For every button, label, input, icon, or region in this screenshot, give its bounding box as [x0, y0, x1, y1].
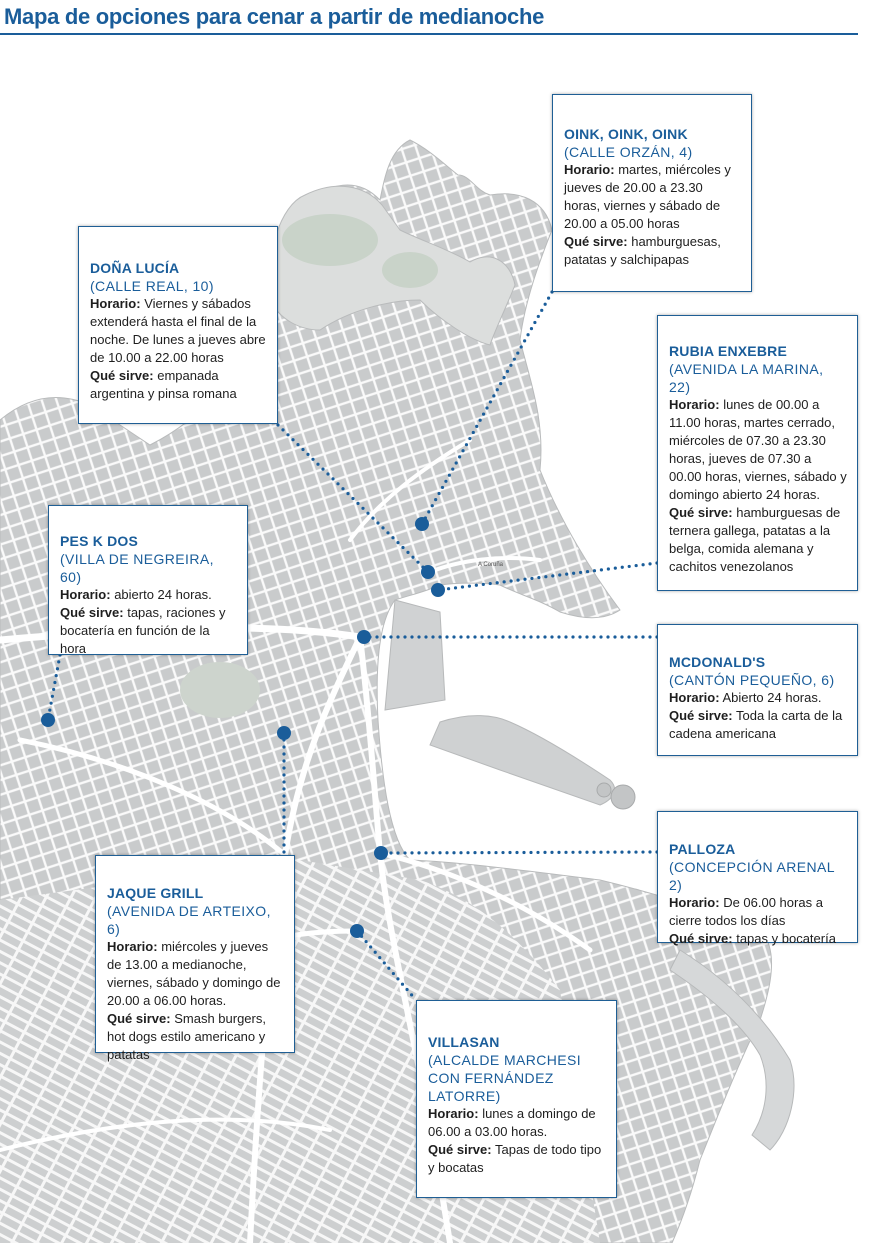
place-card-dona-lucia[interactable]: [78, 226, 278, 424]
place-card-pes-k-dos[interactable]: [48, 505, 248, 655]
pin-rubia-enxebre[interactable]: [431, 583, 445, 597]
place-card-jaque-grill[interactable]: [95, 855, 295, 1062]
hours-label: Horario:: [669, 895, 720, 910]
serves-text: tapas y bocatería: [736, 931, 836, 946]
place-card-mcdonalds[interactable]: [657, 624, 858, 756]
pin-palloza[interactable]: [374, 846, 388, 860]
map-label-harbor: A Coruña: [478, 562, 504, 568]
place-address: (CALLE REAL, 10): [90, 278, 214, 294]
place-hours: [60, 586, 237, 604]
place-name: DOÑA LUCÍA: [90, 260, 180, 276]
pin-mcdonalds[interactable]: [357, 630, 371, 644]
hours-label: Horario:: [669, 397, 720, 412]
hours-text: lunes a domingo de 06.00 a 03.00 horas.: [428, 1106, 596, 1139]
place-serves: [428, 1141, 606, 1177]
hours-label: Horario:: [60, 587, 111, 602]
place-hours: [107, 938, 284, 1010]
serves-text: hamburguesas de ternera gallega, patatas a la belga, comida alemana y cachitos venezolanos: [669, 505, 841, 574]
pin-pes-k-dos[interactable]: [41, 713, 55, 727]
serves-label: Qué sirve:: [60, 605, 124, 620]
place-address: (AVENIDA LA MARINA, 22): [669, 361, 824, 395]
hours-label: Horario:: [107, 939, 158, 954]
place-address: (CANTÓN PEQUEÑO, 6): [669, 672, 835, 688]
hours-text: Viernes y sábados extenderá hasta el final de la noche. De lunes a jueves abre de 10.00 a 22.00 horas: [90, 296, 266, 365]
park-green-area: [282, 214, 378, 266]
place-name: OINK, OINK, OINK: [564, 126, 688, 142]
hours-text: abierto 24 horas.: [114, 587, 212, 602]
serves-label: Qué sirve:: [669, 505, 733, 520]
serves-text: Smash burgers, hot dogs estilo americano y patatas: [107, 1011, 266, 1062]
harbor-quay: [385, 600, 445, 710]
serves-label: Qué sirve:: [564, 234, 628, 249]
hours-text: lunes de 00.00 a 11.00 horas, martes cerrado, miércoles de 07.30 a 23.30 horas, jueves de 07.30 a 00.00 horas, viernes, sábado y domingo abierto 24 horas.: [669, 397, 847, 502]
place-address: (CALLE ORZÁN, 4): [564, 144, 693, 160]
place-name: JAQUE GRILL: [107, 885, 204, 901]
hours-text: miércoles y jueves de 13.00 a medianoche, viernes, sábado y domingo de 20.00 a 06.00 horas.: [107, 939, 281, 1008]
place-serves: [90, 367, 267, 403]
place-hours: [428, 1105, 606, 1141]
place-card-palloza[interactable]: [657, 811, 858, 946]
place-serves: [669, 930, 847, 948]
place-name: PES K DOS: [60, 533, 139, 549]
hours-label: Horario:: [669, 690, 720, 705]
hours-label: Horario:: [428, 1106, 479, 1121]
serves-label: Qué sirve:: [428, 1142, 492, 1157]
place-serves: [107, 1010, 284, 1064]
serves-label: Qué sirve:: [90, 368, 154, 383]
place-card-oink[interactable]: [552, 94, 752, 292]
serves-text: tapas, raciones y bocatería en función de la hora: [60, 605, 226, 656]
place-serves: [564, 233, 741, 269]
place-hours: [669, 894, 847, 930]
place-name: PALLOZA: [669, 841, 736, 857]
pin-dona-lucia[interactable]: [421, 565, 435, 579]
place-name: RUBIA ENXEBRE: [669, 343, 787, 359]
place-hours: [669, 396, 847, 504]
place-hours: [669, 689, 847, 707]
serves-label: Qué sirve:: [669, 708, 733, 723]
serves-text: hamburguesas, patatas y salchipapas: [564, 234, 721, 267]
place-card-villasan[interactable]: [416, 1000, 617, 1198]
place-address: (ALCALDE MARCHESI CON FERNÁNDEZ LATORRE): [428, 1052, 582, 1104]
park-green-area: [180, 662, 260, 718]
page-title: Mapa de opciones para cenar a partir de medianoche: [4, 4, 545, 29]
hours-text: Abierto 24 horas.: [722, 690, 822, 705]
place-card-rubia-enxebre[interactable]: [657, 315, 858, 591]
place-hours: [564, 161, 741, 233]
place-serves: [60, 604, 237, 658]
hours-text: martes, miércoles y jueves de 20.00 a 23.30 horas, viernes y sábado de 20.00 a 05.00 horas: [564, 162, 731, 231]
place-address: (CONCEPCIÓN ARENAL 2): [669, 859, 835, 893]
hours-label: Horario:: [90, 296, 141, 311]
port-pier: [430, 716, 615, 805]
place-name: MCDONALD'S: [669, 654, 766, 670]
serves-text: Toda la carta de la cadena americana: [669, 708, 843, 741]
place-hours: [90, 295, 267, 367]
serves-text: empanada argentina y pinsa romana: [90, 368, 237, 401]
pin-jaque-grill[interactable]: [277, 726, 291, 740]
serves-label: Qué sirve:: [107, 1011, 171, 1026]
pin-villasan[interactable]: [350, 924, 364, 938]
serves-label: Qué sirve:: [669, 931, 733, 946]
serves-text: Tapas de todo tipo y bocatas: [428, 1142, 602, 1175]
pin-oink[interactable]: [415, 517, 429, 531]
place-name: VILLASAN: [428, 1034, 500, 1050]
place-address: (VILLA DE NEGREIRA, 60): [60, 551, 214, 585]
place-serves: [669, 707, 847, 743]
hours-text: De 06.00 horas a cierre todos los días: [669, 895, 823, 928]
park-green-area: [382, 252, 438, 288]
port-tank: [597, 783, 611, 797]
place-address: (AVENIDA DE ARTEIXO, 6): [107, 903, 271, 937]
leader-palloza: [381, 852, 657, 853]
port-tank: [611, 785, 635, 809]
place-serves: [669, 504, 847, 576]
hours-label: Horario:: [564, 162, 615, 177]
